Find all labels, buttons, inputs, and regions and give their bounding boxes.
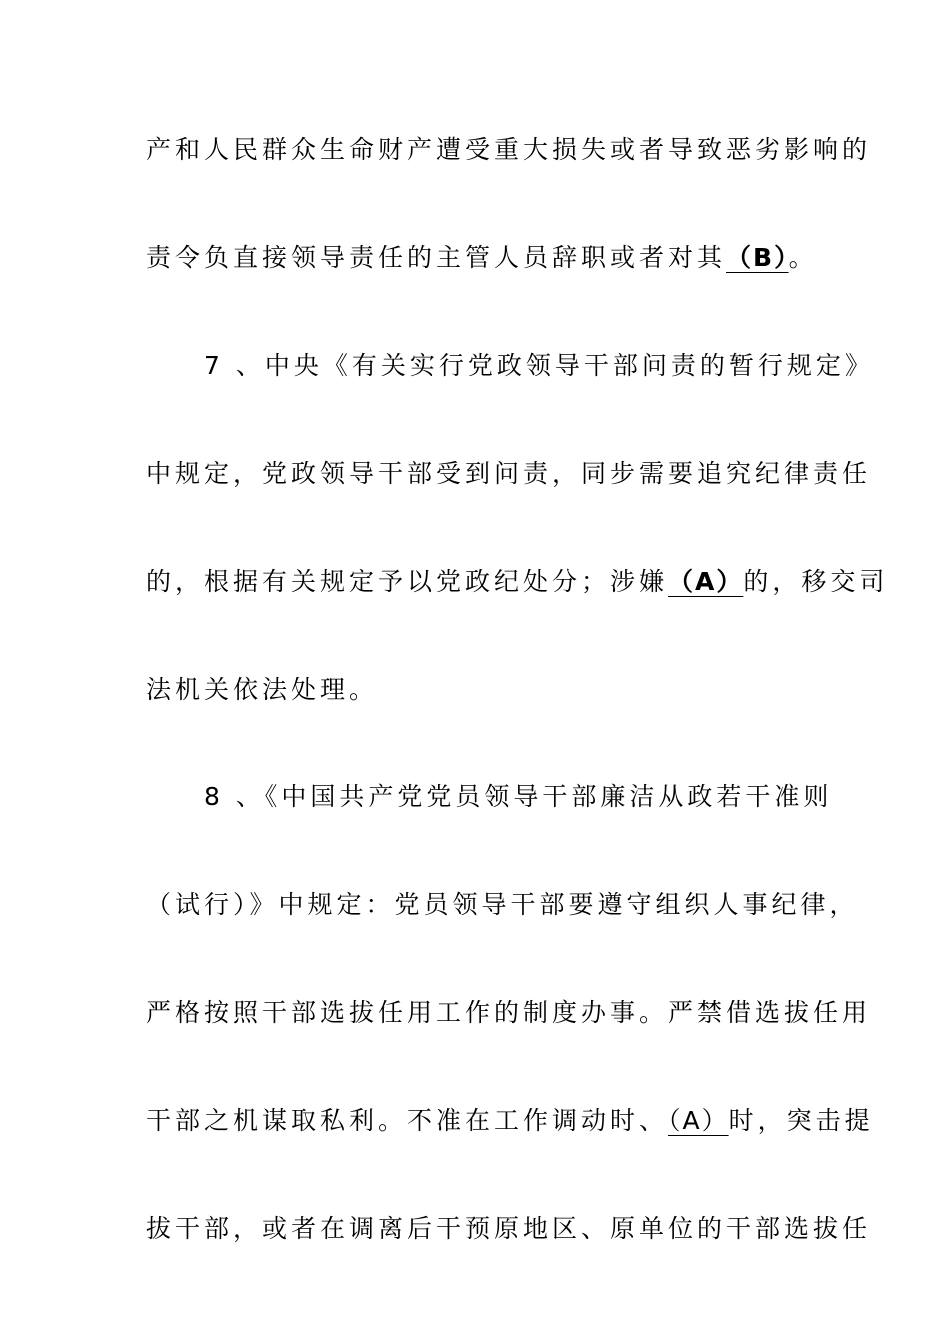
text-line-10-prefix: 干部之机谋取私利。不准在工作调动时、 xyxy=(146,1106,669,1135)
answer-blank-b: （B） xyxy=(726,243,789,272)
answer-blank-a-1: （A） xyxy=(668,567,744,596)
text-line-6: 法机关依法处理。 xyxy=(146,675,379,704)
text-line-10-suffix: 时，突击提 xyxy=(728,1106,874,1135)
text-line-2 xyxy=(146,238,818,278)
text-line-9: 严格按照干部选拔任用工作的制度办事。严禁借选拔任用 xyxy=(146,998,872,1027)
question-8-heading: 8 、《中国共产党党员领导干部廉洁从政若干准则 xyxy=(146,782,833,811)
text-line-5-suffix: 的，移交司 xyxy=(743,567,889,596)
text-line-5-prefix: 的，根据有关规定予以党政纪处分；涉嫌 xyxy=(146,567,669,596)
text-line-5 xyxy=(146,562,889,602)
text-line-11: 拔干部，或者在调离后干预原地区、原单位的干部选拔任 xyxy=(146,1214,872,1243)
answer-blank-a-2: （A） xyxy=(668,1106,729,1135)
text-line-1: 产和人民群众生命财产遭受重大损失或者导致恶劣影响的 xyxy=(146,135,872,164)
text-line-2-prefix: 责令负直接领导责任的主管人员辞职或者对其 xyxy=(146,243,727,272)
text-line-8: （试行）》中规定：党员领导干部要遵守组织人事纪律， xyxy=(146,890,859,919)
text-line-10 xyxy=(146,1101,874,1141)
text-line-4: 中规定，党政领导干部受到问责，同步需要追究纪律责任 xyxy=(146,459,872,488)
question-7-heading: 7 、中央《有关实行党政领导干部问责的暂行规定》 xyxy=(146,351,874,380)
text-line-2-suffix: 。 xyxy=(788,243,818,272)
